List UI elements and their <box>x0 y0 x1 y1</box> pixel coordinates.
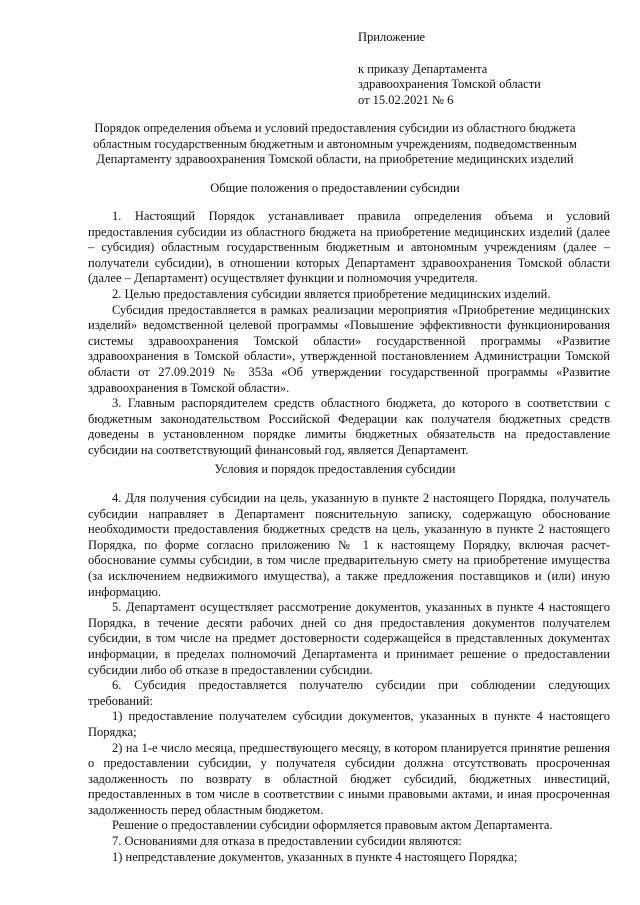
appendix-block <box>358 30 541 108</box>
appendix-line-2: здравоохранения Томской области <box>358 77 541 91</box>
appendix-line-3: от 15.02.2021 № 6 <box>358 92 454 107</box>
paragraph: 5. Департамент осуществляет рассмотрение документов, указанных в пункте 4 настоящего Порядка, в течение десяти рабочих дней со дня предоставления документов получателем субсидии, в том числе на предмет достоверности содержащейся в представленных документах информации, в пределах полномочий Департамента и принимает решение о предоставлении субсидии либо об отказе в предоставлении субсидии. <box>88 600 610 677</box>
paragraph: Субсидия предоставляется в рамках реализации мероприятия «Приобретение медицинских изделий» ведомственной целевой программы «Повышение эффективности функционирования системы здравоохранения Томской области» государственной программы «Развитие здравоохранения в Томской области», утвержденной постановлением Администрации Томской области от 27.09.2019 № 353а «Об утверждении государственной программы «Развитие здравоохранения в Томской области». <box>88 302 610 395</box>
paragraph: 1. Настоящий Порядок устанавливает правила определения объема и условий предоставления субсидии из областного бюджета на приобретение медицинских изделий (далее – субсидия) областным государственным бюджетным и автономным учреждениям (далее – получатели субсидии), в отношении которых Департамент здравоохранения Томской области (далее – Департамент) осуществляет функции и полномочия учредителя. <box>88 209 610 286</box>
paragraph: Решение о предоставлении субсидии оформляется правовым актом Департамента. <box>112 818 553 833</box>
paragraph: 7. Основаниями для отказа в предоставлении субсидии являются: <box>112 834 462 849</box>
paragraph: 2. Целью предоставления субсидии является приобретение медицинских изделий. <box>112 286 551 301</box>
paragraph: 6. Субсидия предоставляется получателю субсидии при соблюдении следующих требований: <box>88 678 610 708</box>
paragraph: 3. Главным распорядителем средств областного бюджета, до которого в соответствии с бюджетным законодательством Российской Федерации как получателя бюджетных средств доведены в установленном порядке лимиты бюджетных обязательств на предоставление субсидии на соответствующий финансовый год, является Департамент. <box>88 396 610 457</box>
section-1-heading: Общие положения о предоставлении субсидии <box>210 181 460 195</box>
paragraph: 1) предоставление получателем субсидии документов, указанных в пункте 4 настоящего Порядка; <box>88 709 610 739</box>
document-title: Порядок определения объема и условий предоставления субсидии из областного бюджета областным государственным бюджетным и автономным учреждениям, подведомственным Департаменту здравоохранения Томской области, на приобретение медицинских изделий <box>93 121 577 167</box>
appendix-label: Приложение <box>358 30 426 44</box>
appendix-line-1: к приказу Департамента <box>358 61 488 76</box>
section-2-body <box>88 491 610 865</box>
section-2-heading: Условия и порядок предоставления субсидии <box>214 462 456 476</box>
section-1-body <box>88 209 610 459</box>
paragraph: 1) непредставление документов, указанных в пункте 4 настоящего Порядка; <box>112 849 518 864</box>
paragraph: 2) на 1-е число месяца, предшествующего месяцу, в котором планируется принятие решения о предоставлении субсидии, у получателя субсидии должна отсутствовать просроченная задолженность по возврату в областной бюджет субсидий, бюджетных инвестиций, предоставленных в том числе в соответствии с иными правовыми актами, и иная просроченная задолженность перед областным бюджетом. <box>88 740 610 817</box>
paragraph: 4. Для получения субсидии на цель, указанную в пункте 2 настоящего Порядка, получатель субсидии направляет в Департамент пояснительную записку, содержащую обоснование необходимости предоставления бюджетных средств на цель, указанную в пункте 2 настоящего Порядка, по форме согласно приложению № 1 к настоящему Порядку, включая расчет-обоснование суммы субсидии, в том числе предварительную смету на приобретение имущества (за исключением недвижимого имущества), а также предложения поставщиков и (или) иную информацию. <box>88 491 610 599</box>
